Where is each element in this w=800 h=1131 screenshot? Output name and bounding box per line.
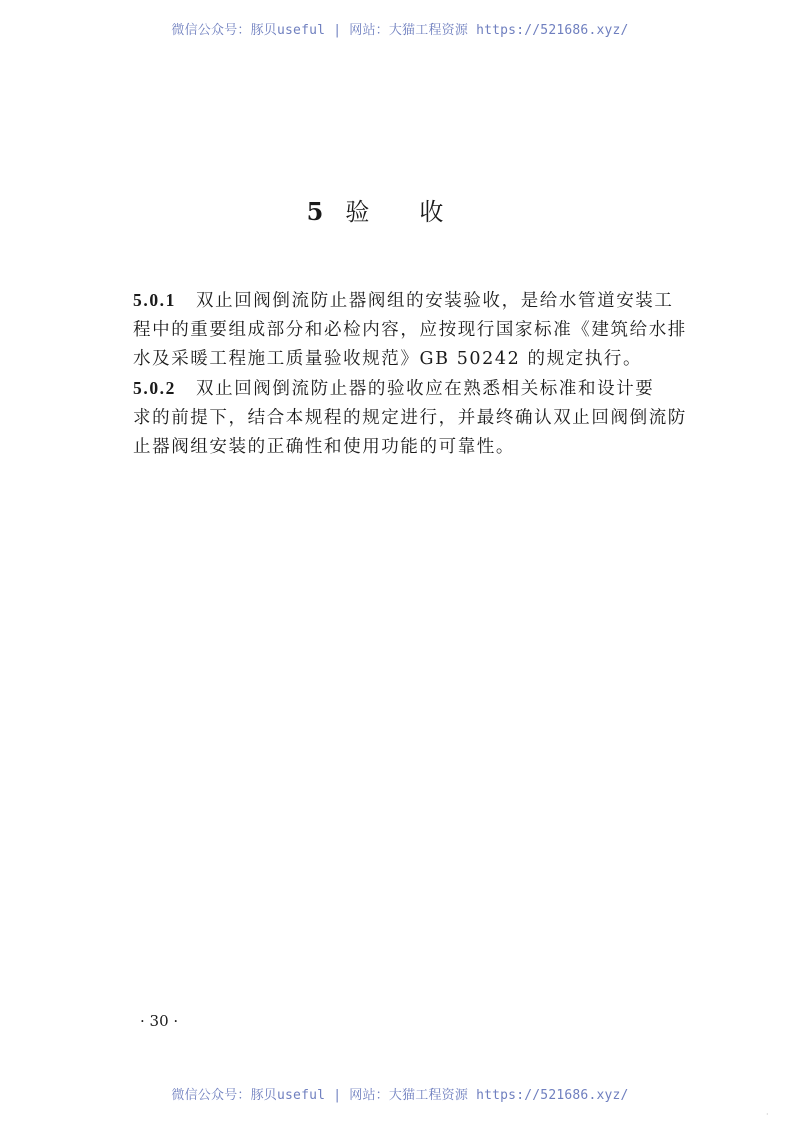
clause-5-0-1 <box>133 286 693 374</box>
clause-line <box>133 374 693 404</box>
clause-number: 5.0.2 <box>133 378 176 398</box>
clause-line: 止器阀组安装的正确性和使用功能的可靠性。 <box>133 437 515 457</box>
scan-speck-mark: · <box>766 1110 769 1119</box>
watermark-footer: 微信公众号：豚贝useful | 网站：大猫工程资源 https://521686.xyz/ <box>171 1088 629 1103</box>
clause-text: 双止回阀倒流防止器阀组的安装验收，是给水管道安装工 <box>196 291 674 311</box>
clause-number: 5.0.1 <box>133 290 176 310</box>
page-number: · 30 · <box>140 1012 179 1030</box>
chapter-title: 验收 <box>345 198 494 226</box>
chapter-number: 5 <box>306 197 324 226</box>
clause-5-0-2 <box>133 374 693 462</box>
clause-line <box>133 286 693 316</box>
document-body <box>133 286 693 462</box>
chapter-heading <box>0 196 800 228</box>
watermark-header: 微信公众号：豚贝useful | 网站：大猫工程资源 https://521686.xyz/ <box>171 23 629 38</box>
clause-line: 程中的重要组成部分和必检内容，应按现行国家标准《建筑给水排 <box>133 320 687 340</box>
clause-line: 水及采暖工程施工质量验收规范》GB 50242 的规定执行。 <box>133 349 643 369</box>
clause-line: 求的前提下，结合本规程的规定进行，并最终确认双止回阀倒流防 <box>133 408 687 428</box>
clause-text: 双止回阀倒流防止器的验收应在熟悉相关标准和设计要 <box>196 379 655 399</box>
